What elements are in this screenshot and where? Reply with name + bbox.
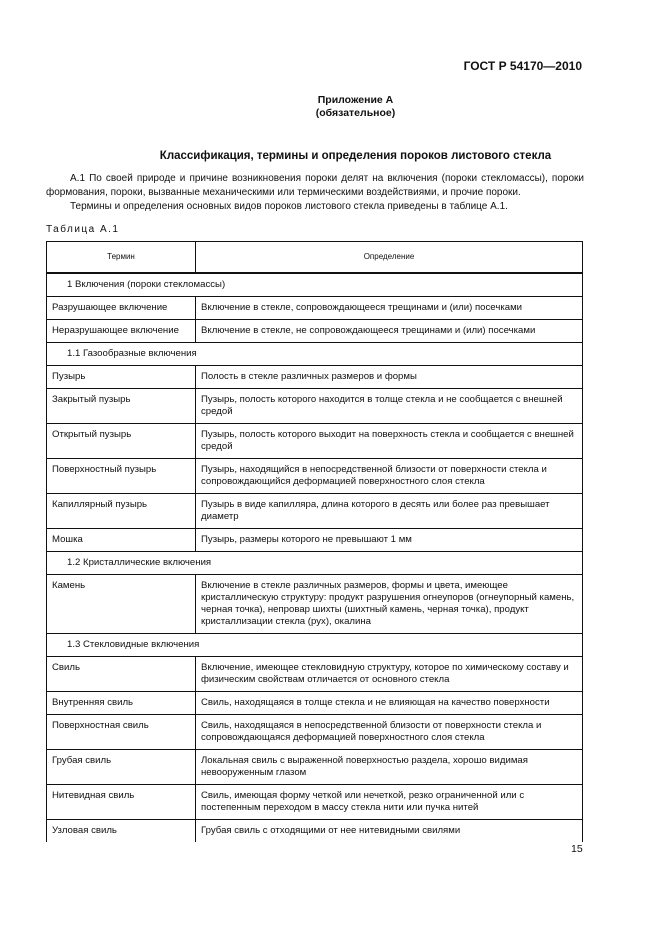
term-cell: Мошка xyxy=(47,529,196,552)
table-section-row xyxy=(47,273,583,297)
paragraph-table-reference: Термины и определения основных видов пороков листового стекла приведены в таблице А.1. xyxy=(70,201,508,212)
column-header-term: Термин xyxy=(47,242,196,274)
definition-cell: Пузырь, полость которого выходит на поверхность стекла и сообщается с внешней средой xyxy=(196,424,583,459)
table-section-row xyxy=(47,552,583,575)
section-label: 1.2 Кристаллические включения xyxy=(47,552,583,575)
term-cell: Неразрушающее включение xyxy=(47,320,196,343)
table-header-row xyxy=(47,242,583,274)
definition-cell: Пузырь, находящийся в непосредственной близости от поверхности стекла и сопровождающийся деформацией поверхностного слоя стекла xyxy=(196,459,583,494)
definition-cell: Пузырь в виде капилляра, длина которого в десять или более раз превышает диаметр xyxy=(196,494,583,529)
annex-status: (обязательное) xyxy=(315,107,396,119)
term-cell: Нитевидная свиль xyxy=(47,785,196,820)
term-cell: Пузырь xyxy=(47,366,196,389)
defects-table xyxy=(46,241,583,842)
definition-cell: Включение, имеющее стекловидную структуру, которое по химическому составу и физическим свойствам отличается от основного стекла xyxy=(196,657,583,692)
definition-cell: Пузырь, полость которого находится в толще стекла и не сообщается с внешней средой xyxy=(196,389,583,424)
table-row xyxy=(47,785,583,820)
table-row xyxy=(47,692,583,715)
definition-cell: Включение в стекле, не сопровождающееся трещинами и (или) посечками xyxy=(196,320,583,343)
term-cell: Грубая свиль xyxy=(47,750,196,785)
table-row xyxy=(47,750,583,785)
page-number: 15 xyxy=(571,843,583,855)
term-cell: Закрытый пузырь xyxy=(47,389,196,424)
table-row xyxy=(47,529,583,552)
definition-cell: Свиль, имеющая форму четкой или нечеткой, резко ограниченной или с постепенным переходом в массу стекла нити или пучка нитей xyxy=(196,785,583,820)
section-label: 1 Включения (пороки стекломассы) xyxy=(47,273,583,297)
annex-heading xyxy=(0,94,661,120)
section-label: 1.1 Газообразные включения xyxy=(47,343,583,366)
section-label: 1.3 Стекловидные включения xyxy=(47,634,583,657)
term-cell: Открытый пузырь xyxy=(47,424,196,459)
term-cell: Поверхностный пузырь xyxy=(47,459,196,494)
table-row xyxy=(47,715,583,750)
table-row xyxy=(47,389,583,424)
definition-cell: Свиль, находящаяся в толще стекла и не влияющая на качество поверхности xyxy=(196,692,583,715)
definition-cell: Пузырь, размеры которого не превышают 1 мм xyxy=(196,529,583,552)
table-row xyxy=(47,320,583,343)
term-cell: Поверхностная свиль xyxy=(47,715,196,750)
table-row xyxy=(47,494,583,529)
table-caption: Таблица А.1 xyxy=(46,224,120,235)
term-cell: Капиллярный пузырь xyxy=(47,494,196,529)
term-cell: Внутренняя свиль xyxy=(47,692,196,715)
term-cell: Свиль xyxy=(47,657,196,692)
table-row xyxy=(47,459,583,494)
table-row xyxy=(47,820,583,843)
table-row xyxy=(47,297,583,320)
term-cell: Узловая свиль xyxy=(47,820,196,843)
definition-cell: Включение в стекле, сопровождающееся трещинами и (или) посечками xyxy=(196,297,583,320)
table-row xyxy=(47,424,583,459)
definition-cell: Грубая свиль с отходящими от нее нитевидными свилями xyxy=(196,820,583,843)
definition-cell: Полость в стекле различных размеров и формы xyxy=(196,366,583,389)
standard-code: ГОСТ Р 54170—2010 xyxy=(463,59,582,73)
table-row xyxy=(47,575,583,634)
paragraph-a1: А.1 По своей природе и причине возникновения пороки делят на включения (пороки стекломассы), пороки формования, пороки, вызванные механическими или термическими воздействиями, и прочие пороки. xyxy=(46,173,584,198)
definition-cell: Свиль, находящаяся в непосредственной близости от поверхности стекла и сопровождающаяся деформацией поверхностного слоя стекла xyxy=(196,715,583,750)
table-section-row xyxy=(47,634,583,657)
term-cell: Камень xyxy=(47,575,196,634)
table-row xyxy=(47,366,583,389)
section-title: Классификация, термины и определения пороков листового стекла xyxy=(159,150,552,162)
table-row xyxy=(47,657,583,692)
definition-cell: Локальная свиль с выраженной поверхностью раздела, хорошо видимая невооруженным глазом xyxy=(196,750,583,785)
annex-title: Приложение А xyxy=(317,94,394,106)
table-section-row xyxy=(47,343,583,366)
definition-cell: Включение в стекле различных размеров, формы и цвета, имеющее кристаллическую структуру: продукт разрушения огнеупоров (огнеупорный камень, черная точка), непровар шихты (шихтный камень, черная точка), продукт кристаллизации стекла (рух), окалина xyxy=(196,575,583,634)
term-cell: Разрушающее включение xyxy=(47,297,196,320)
column-header-definition: Определение xyxy=(196,242,583,274)
